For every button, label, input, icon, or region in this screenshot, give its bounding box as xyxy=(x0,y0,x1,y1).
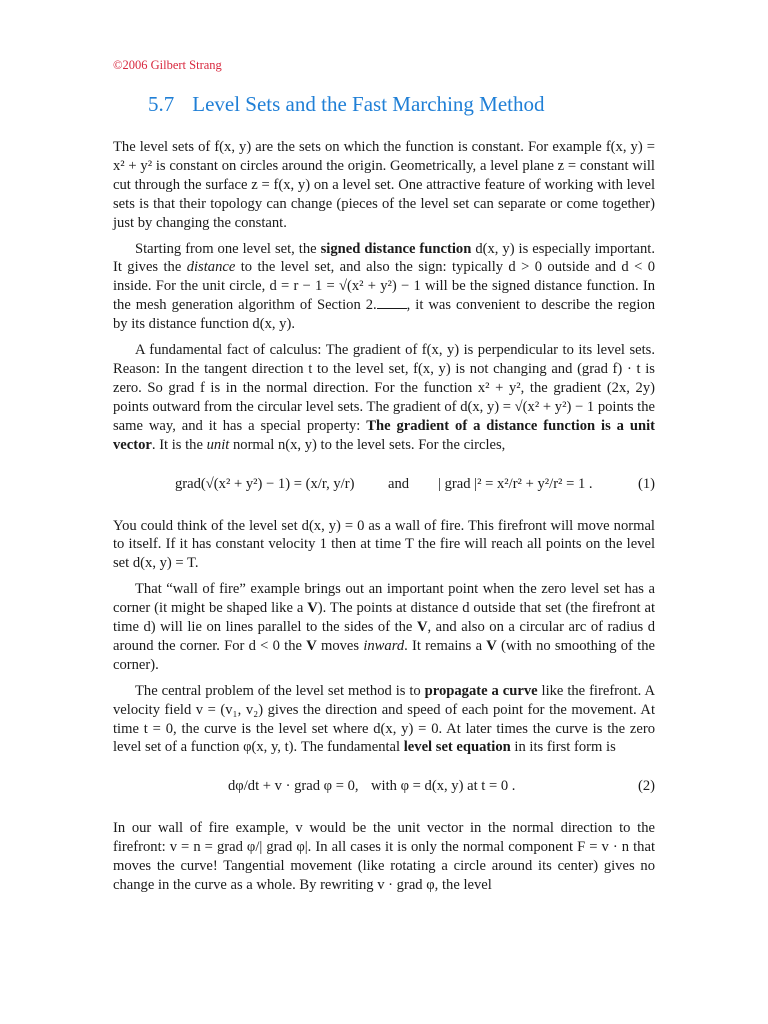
text-run: in its first form is xyxy=(510,739,616,756)
text-run: That “wall of fire” example brings out an important point when the zero level set has a corner (it might be shaped like a xyxy=(113,581,655,617)
text-run: d(x, y) is especially important. It gives the xyxy=(113,240,655,276)
text-run: . It remains a xyxy=(404,637,487,654)
bold-term: signed distance function xyxy=(320,240,472,257)
body-text xyxy=(113,138,655,902)
paragraph-7: In our wall of fire example, v would be the unit vector in the normal direction to the firefront: v = n = grad φ/| grad φ|. In all cases it is only the normal component F = v · n that moves the curve! Tangential movement (like rotating a circle around its center) gives no change in the curve as a whole. By rewriting v · grad φ, the level xyxy=(113,820,655,894)
bold-term: level set equation xyxy=(403,739,511,756)
copyright-notice: ©2006 Gilbert Strang xyxy=(113,58,222,72)
text-run: normal n(x, y) to the level sets. For the circles, xyxy=(229,436,506,453)
blank-reference xyxy=(377,298,407,309)
section-heading xyxy=(148,92,545,117)
equation-1-left: grad(√(x² + y²) − 1) = (x/r, y/r) xyxy=(175,475,355,492)
text-run: . It is the xyxy=(151,436,207,453)
italic-term: distance xyxy=(186,259,236,276)
paragraph-2 xyxy=(113,240,655,335)
text-run: , and also on a circular arc of radius d around the corner. For d < 0 the xyxy=(113,619,655,654)
bold-term: The gradient of a distance function is a unit vector xyxy=(113,417,655,453)
text-run: to the level set, and also the sign: typically d > 0 outside and d < 0 inside. For the unit circle, d = r − 1 = √(x² + y²) − 1 will be the signed distance function. In the mesh generation algorithm of Section 2. xyxy=(113,259,655,314)
text-run: like the firefront. A velocity field v = (v₁, v₂) gives the direction and speed of each point for the movement. At time t = 0, the curve is the level set where d(x, y) = 0. At later times the curve is the zero level set of a function φ(x, y, t). The fundamental xyxy=(113,682,655,756)
section-title-text: Level Sets and the Fast Marching Method xyxy=(192,92,545,116)
bold-term: V xyxy=(306,637,317,654)
text-run: moves xyxy=(316,637,364,654)
bold-term: V xyxy=(416,619,428,636)
text-run: A fundamental fact of calculus: The gradient of f(x, y) is perpendicular to its level sets. Reason: In the tangent direction t to the level set, f(x, y) is not changing and (grad f) · t is zero. So grad f is in the normal direction. For the function x² + y², the gradient (2x, 2y) points outward from the circular level sets. The gradient of d(x, y) = √(x² + y²) − 1 points the same way, and it has a special property: xyxy=(113,342,655,434)
paragraph-4: You could think of the level set d(x, y) = 0 as a wall of fire. This firefront will move normal to itself. If it has constant velocity 1 then at time T the fire will reach all points on the level set d(x, y) = T. xyxy=(113,517,655,572)
equation-2-condition: with φ = d(x, y) at t = 0 . xyxy=(371,778,516,795)
equation-1 xyxy=(113,463,655,507)
bold-term: V xyxy=(307,600,318,617)
equation-2-left: dφ/dt + v · grad φ = 0, xyxy=(228,778,359,795)
text-run: , it was convenient to describe the region by its distance function d(x, y). xyxy=(113,297,655,333)
equation-2-number: (2) xyxy=(637,778,655,795)
paragraph-1: The level sets of f(x, y) are the sets on which the function is constant. For example f(x, y) = x² + y² is constant on circles around the origin. Geometrically, a level plane z = constant will cut through the surface z = f(x, y) on a level set. One attractive feature of working with level sets is that their topology can change (pieces of the level set can separate or come together) just by changing the constant. xyxy=(113,139,655,231)
text-run: ). The points at distance d outside that set (the firefront at time d) will lie on lines parallel to the sides of the xyxy=(113,600,655,636)
paragraph-6 xyxy=(113,682,655,758)
text-run: (with no smoothing of the corner). xyxy=(113,637,655,673)
paragraph-3 xyxy=(113,341,655,454)
bold-term: V xyxy=(486,637,497,654)
equation-2 xyxy=(113,765,655,809)
bold-term: propagate a curve xyxy=(424,682,538,699)
italic-term: inward xyxy=(363,637,405,654)
text-run: The central problem of the level set method is to xyxy=(135,682,425,699)
paragraph-5 xyxy=(113,580,655,675)
equation-1-right: | grad |² = x²/r² + y²/r² = 1 . xyxy=(438,475,593,492)
equation-1-number: (1) xyxy=(637,475,655,492)
italic-term: unit xyxy=(206,436,230,453)
text-run: Starting from one level set, the xyxy=(135,240,321,257)
equation-1-and: and xyxy=(388,475,410,492)
section-number: 5.7 xyxy=(148,92,175,116)
